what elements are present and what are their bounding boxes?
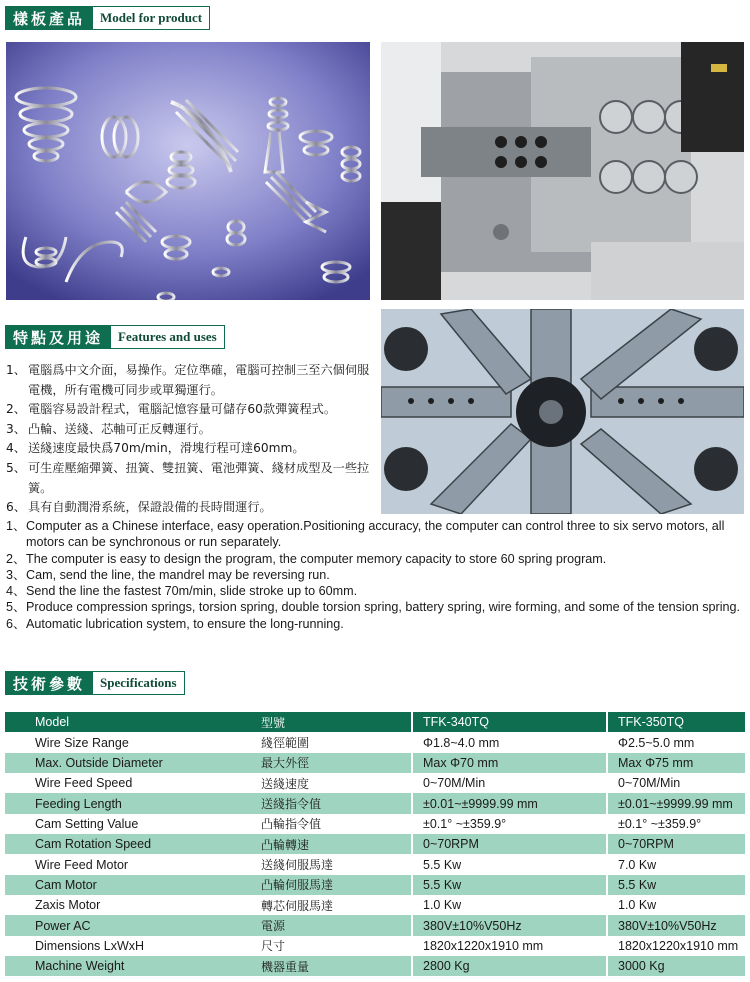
section-title-zh: 技術參數 <box>5 671 93 695</box>
table-row: Cam Setting Value 凸輪指令值 ±0.1° ~±359.9° ±0.1° ~±359.9° <box>5 814 745 834</box>
list-item: 4、 送綫速度最快爲70m/min，滑塊行程可達60mm。 <box>6 441 305 456</box>
section-title-zh: 樣板產品 <box>5 6 93 30</box>
table-row: Power AC 電源 380V±10%V50Hz 380V±10%V50Hz <box>5 915 745 935</box>
tool-slides-photo <box>381 309 744 514</box>
table-row: Wire Feed Speed 送綫速度 0~70M/Min 0~70M/Min <box>5 773 745 793</box>
machine-head-photo <box>381 42 744 300</box>
table-row: Cam Motor 凸輪伺服馬達 5.5 Kw 5.5 Kw <box>5 875 745 895</box>
list-item: 3、 Cam, send the line, the mandrel may be reversing run. <box>6 567 330 582</box>
table-row: Cam Rotation Speed 凸輪轉速 0~70RPM 0~70RPM <box>5 834 745 854</box>
table-row: Dimensions LxWxH 尺寸 1820x1220x1910 mm 1820x1220x1910 mm <box>5 936 745 956</box>
header-cell: TFK-350TQ <box>607 712 745 732</box>
features-list-en <box>6 518 748 632</box>
list-item: 6、 Automatic lubrication system, to ensure the long-running. <box>6 616 344 631</box>
header-cell: 型號 <box>261 712 412 732</box>
list-item: 4、 Send the line the fastest 70m/min, slide stroke up to 60mm. <box>6 584 358 599</box>
list-item: 1、 電腦爲中文介面，易操作。定位準確，電腦可控制三至六個伺服電機，所有電機可同步或單獨運行。 <box>6 363 370 397</box>
table-row: Machine Weight 機器重量 2800 Kg 3000 Kg <box>5 956 745 976</box>
features-list-zh <box>6 361 374 518</box>
list-item: 2、 電腦容易設計程式，電腦記憶容量可儲存60款彈簧程式。 <box>6 402 337 417</box>
table-row: Feeding Length 送綫指令值 ±0.01~±9999.99 mm ±0.01~±9999.99 mm <box>5 793 745 813</box>
spring-samples-photo <box>6 42 370 300</box>
specifications-table <box>5 712 745 976</box>
section-header-model <box>5 6 210 30</box>
list-item: 3、 凸輪、送綫、芯軸可正反轉運行。 <box>6 421 211 436</box>
section-title-zh: 特點及用途 <box>5 325 111 349</box>
table-header-row <box>5 712 745 732</box>
list-item: 1、 Computer as a Chinese interface, easy operation.Positioning accuracy, the computer can control three to six servo motors, all motors can be synchronous or run separately. <box>6 519 725 550</box>
list-item: 5、 可生産壓縮彈簧、扭簧、雙扭簧、電池彈簧、綫材成型及一些拉簧。 <box>6 460 370 495</box>
table-row: Max. Outside Diameter 最大外徑 Max Φ70 mm Max Φ75 mm <box>5 753 745 773</box>
section-header-features <box>5 325 225 349</box>
table-row: Zaxis Motor 轉芯伺服馬達 1.0 Kw 1.0 Kw <box>5 895 745 915</box>
section-title-en: Features and uses <box>111 325 225 349</box>
table-row: Wire Feed Motor 送綫伺服馬達 5.5 Kw 7.0 Kw <box>5 854 745 874</box>
list-item: 5、 Produce compression springs, torsion spring, double torsion spring, battery spring, wire forming, and some of the tension spring. <box>6 600 741 615</box>
table-row: Wire Size Range 綫徑範圍 Φ1.8~4.0 mm Φ2.5~5.0 mm <box>5 732 745 752</box>
header-cell: TFK-340TQ <box>412 712 607 732</box>
section-header-specs <box>5 671 185 695</box>
section-title-en: Specifications <box>93 671 185 695</box>
list-item: 2、 The computer is easy to design the program, the computer memory capacity to store 60 spring program. <box>6 551 607 566</box>
header-cell: Model <box>5 712 261 732</box>
section-title-en: Model for product <box>93 6 210 30</box>
list-item: 6、 具有自動潤滑系統，保證設備的長時間運行。 <box>6 500 272 515</box>
